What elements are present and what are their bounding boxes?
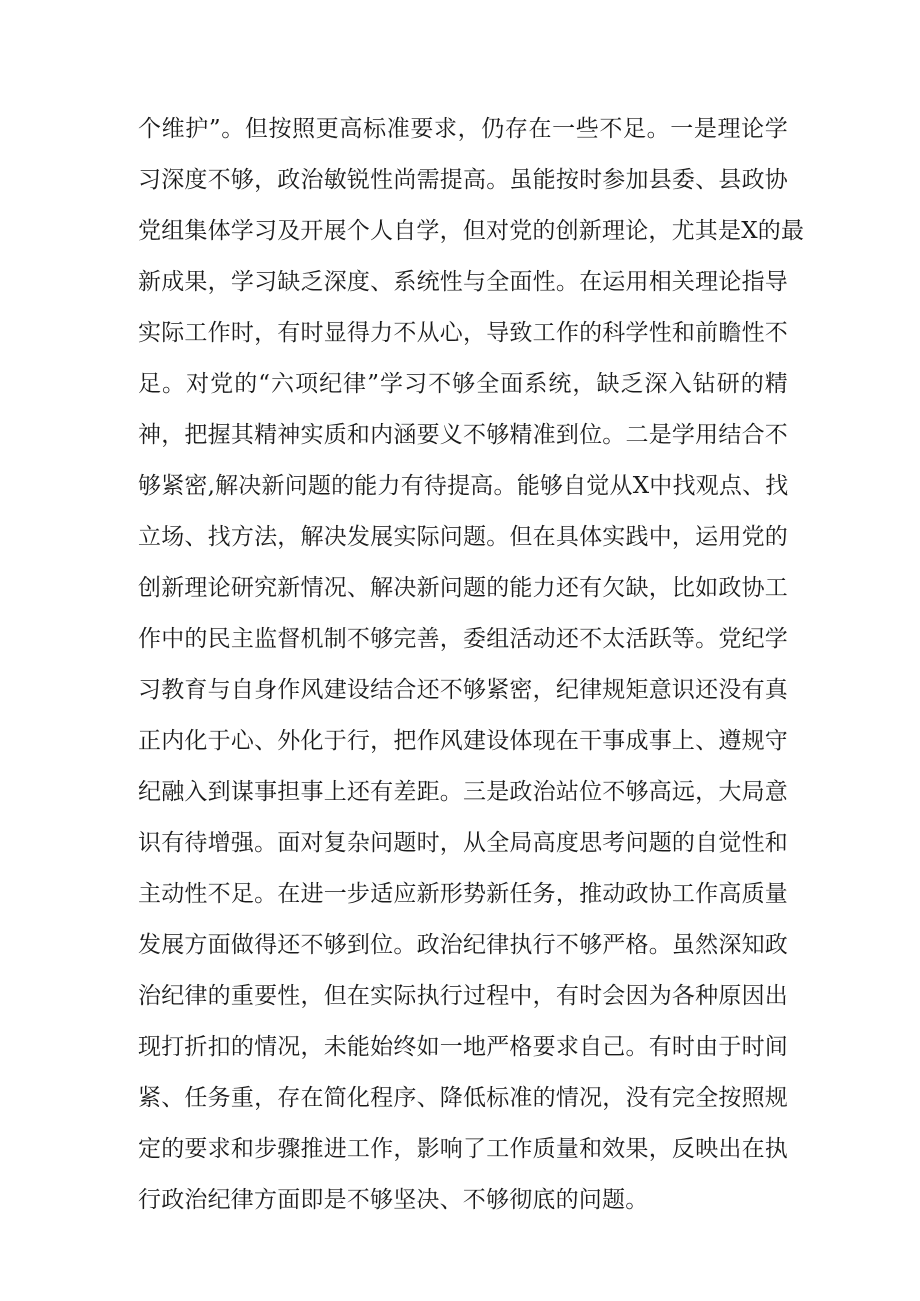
text-line: 神，把握其精神实质和内涵要义不够精准到位。二是学用结合不 bbox=[138, 422, 788, 448]
text-line: 作中的民主监督机制不够完善，委组活动还不太活跃等。党纪学 bbox=[138, 626, 788, 652]
text-line: 现打折扣的情况，未能始终如一地严格要求自己。有时由于时间 bbox=[138, 1034, 788, 1060]
text-line: 习深度不够，政治敏锐性尚需提高。虽能按时参加县委、县政协 bbox=[138, 167, 788, 193]
text-line: 党组集体学习及开展个人自学，但对党的创新理论，尤其是X的最 bbox=[138, 218, 805, 244]
text-line: 立场、找方法，解决发展实际问题。但在具体实践中，运用党的 bbox=[138, 524, 788, 550]
text-line: 创新理论研究新情况、解决新问题的能力还有欠缺，比如政协工 bbox=[138, 575, 788, 601]
text-line: 识有待增强。面对复杂问题时，从全局高度思考问题的自觉性和 bbox=[138, 830, 788, 856]
text-line: 纪融入到谋事担事上还有差距。三是政治站位不够高远，大局意 bbox=[138, 779, 788, 805]
text-line: 个维护”。但按照更高标准要求，仍存在一些不足。一是理论学 bbox=[138, 116, 788, 142]
text-line: 正内化于心、外化于行，把作风建设体现在干事成事上、遵规守 bbox=[138, 728, 788, 754]
text-line: 行政治纪律方面即是不够坚决、不够彻底的问题。 bbox=[138, 1187, 649, 1213]
text-line: 定的要求和步骤推进工作，影响了工作质量和效果，反映出在执 bbox=[138, 1136, 788, 1162]
text-line: 习教育与自身作风建设结合还不够紧密，纪律规矩意识还没有真 bbox=[138, 677, 788, 703]
text-line: 实际工作时，有时显得力不从心，导致工作的科学性和前瞻性不 bbox=[138, 320, 788, 346]
text-line: 发展方面做得还不够到位。政治纪律执行不够严格。虽然深知政 bbox=[138, 932, 788, 958]
text-line: 治纪律的重要性，但在实际执行过程中，有时会因为各种原因出 bbox=[138, 983, 788, 1009]
text-line: 紧、任务重，存在简化程序、降低标准的情况，没有完全按照规 bbox=[138, 1085, 788, 1111]
text-line: 够紧密,解决新问题的能力有待提高。能够自觉从X中找观点、找 bbox=[138, 473, 789, 499]
body-paragraph bbox=[138, 104, 805, 1226]
text-line: 足。对党的“六项纪律”学习不够全面系统，缺乏深入钻研的精 bbox=[138, 371, 788, 397]
text-line: 新成果，学习缺乏深度、系统性与全面性。在运用相关理论指导 bbox=[138, 269, 788, 295]
text-line: 主动性不足。在进一步适应新形势新任务，推动政协工作高质量 bbox=[138, 881, 788, 907]
